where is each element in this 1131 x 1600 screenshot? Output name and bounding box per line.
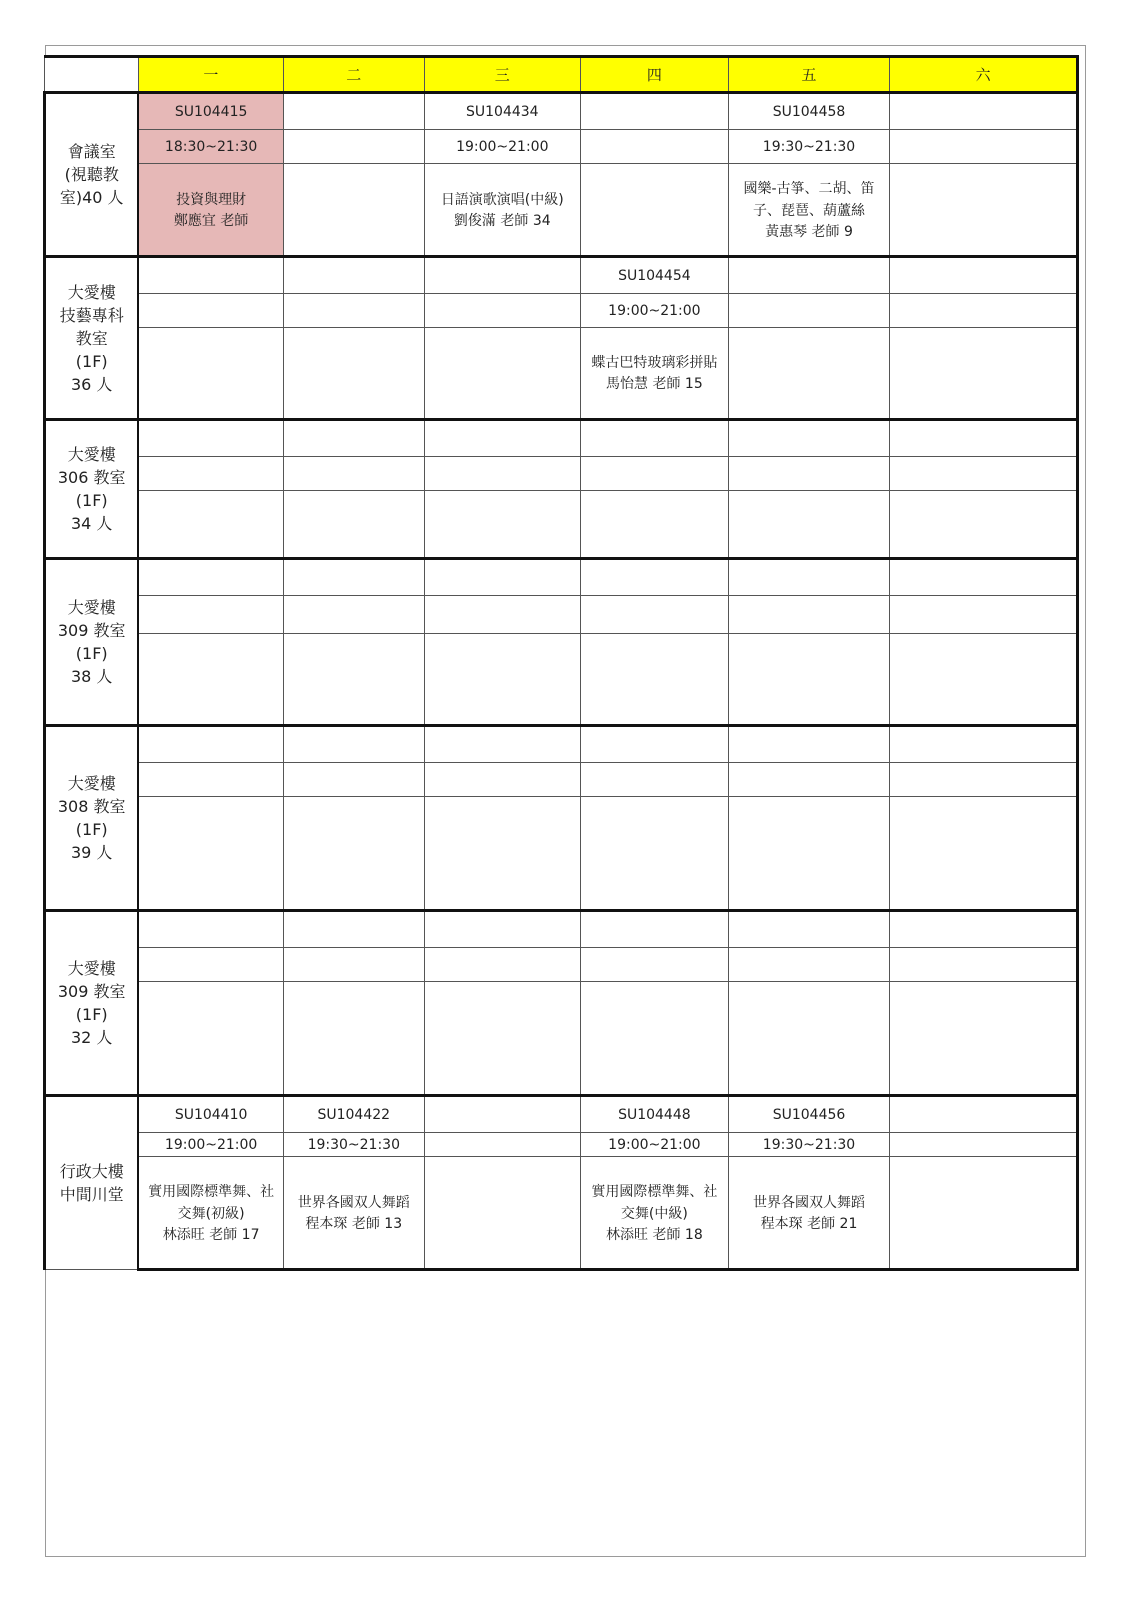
empty-cell	[424, 911, 580, 948]
day-header-row	[45, 57, 1078, 93]
room-label-line: 中間川堂	[59, 1185, 124, 1204]
empty-cell	[424, 948, 580, 982]
room-detail-row	[45, 982, 1078, 1096]
empty-cell	[580, 596, 728, 634]
room-time-row	[45, 763, 1078, 797]
empty-cell	[283, 491, 424, 559]
empty-cell	[283, 420, 424, 457]
room-time-row	[45, 948, 1078, 982]
empty-cell	[890, 130, 1078, 164]
course-time-cell: 19:00~21:00	[580, 1133, 728, 1157]
empty-cell	[728, 257, 889, 294]
empty-cell	[580, 982, 728, 1096]
empty-cell	[728, 457, 889, 491]
room-detail-row	[45, 634, 1078, 726]
room-detail-row	[45, 328, 1078, 420]
empty-cell	[890, 596, 1078, 634]
room-label-line: 39 人	[70, 843, 113, 862]
empty-cell	[138, 294, 283, 328]
room-label-cell	[45, 420, 139, 559]
course-name: 日語演歌演唱(中級)	[440, 191, 564, 208]
empty-cell	[890, 257, 1078, 294]
empty-cell	[138, 797, 283, 911]
empty-cell	[283, 982, 424, 1096]
room-label-cell	[45, 1096, 139, 1270]
course-teacher: 林添旺 老師 18	[606, 1226, 703, 1243]
empty-cell	[283, 596, 424, 634]
empty-cell	[424, 634, 580, 726]
empty-cell	[283, 93, 424, 130]
course-code-cell: SU104415	[138, 93, 283, 130]
course-teacher: 林添旺 老師 17	[162, 1226, 260, 1243]
empty-cell	[283, 559, 424, 596]
empty-cell	[138, 982, 283, 1096]
room-code-row	[45, 257, 1078, 294]
empty-cell	[424, 982, 580, 1096]
empty-cell	[138, 911, 283, 948]
room-label-line: 34 人	[70, 514, 113, 533]
empty-cell	[424, 1133, 580, 1157]
empty-cell	[138, 948, 283, 982]
course-teacher: 劉俊滿 老師 34	[453, 212, 551, 229]
room-label-line: (1F)	[75, 491, 108, 510]
room-code-row	[45, 726, 1078, 763]
room-detail-row	[45, 491, 1078, 559]
room-time-row	[45, 596, 1078, 634]
room-label-line: (1F)	[75, 1005, 108, 1024]
empty-cell	[890, 1133, 1078, 1157]
empty-cell	[580, 911, 728, 948]
empty-cell	[580, 491, 728, 559]
empty-cell	[283, 130, 424, 164]
course-name: 世界各國双人舞蹈	[753, 1194, 865, 1211]
empty-cell	[728, 634, 889, 726]
empty-cell	[424, 1157, 580, 1270]
course-detail-cell	[138, 164, 283, 257]
course-time-cell: 18:30~21:30	[138, 130, 283, 164]
room-label-line: 行政大樓	[59, 1162, 124, 1181]
empty-cell	[890, 559, 1078, 596]
empty-cell	[283, 948, 424, 982]
empty-cell	[580, 457, 728, 491]
empty-cell	[728, 726, 889, 763]
course-detail	[139, 185, 282, 235]
empty-cell	[890, 491, 1078, 559]
empty-cell	[890, 948, 1078, 982]
schedule-table	[43, 55, 1079, 1271]
course-code-cell: SU104454	[580, 257, 728, 294]
empty-cell	[580, 763, 728, 797]
course-code-cell: SU104410	[138, 1096, 283, 1133]
empty-cell	[138, 596, 283, 634]
empty-cell	[283, 294, 424, 328]
room-label-line: 大愛樓	[67, 445, 116, 464]
empty-cell	[580, 130, 728, 164]
course-code-cell: SU104434	[424, 93, 580, 130]
room-label-line: (視聽教	[64, 165, 119, 184]
room-label-cell	[45, 726, 139, 911]
course-detail-cell	[424, 164, 580, 257]
empty-cell	[728, 328, 889, 420]
empty-cell	[580, 93, 728, 130]
empty-cell	[138, 559, 283, 596]
course-detail-cell	[283, 1157, 424, 1270]
empty-cell	[890, 911, 1078, 948]
empty-cell	[890, 457, 1078, 491]
empty-cell	[580, 948, 728, 982]
empty-cell	[283, 911, 424, 948]
empty-cell	[580, 634, 728, 726]
room-label-line: (1F)	[75, 644, 108, 663]
empty-cell	[728, 294, 889, 328]
empty-cell	[424, 763, 580, 797]
room-label-line: 38 人	[70, 667, 113, 686]
course-detail	[729, 1188, 889, 1238]
course-code-cell: SU104456	[728, 1096, 889, 1133]
empty-cell	[283, 457, 424, 491]
room-code-row	[45, 559, 1078, 596]
empty-cell	[283, 257, 424, 294]
room-label-line: 308 教室	[57, 797, 126, 816]
room-label-line: 會議室	[67, 142, 116, 161]
empty-cell	[138, 457, 283, 491]
room-label-cell	[45, 257, 139, 420]
course-detail	[729, 174, 889, 246]
course-detail	[425, 185, 580, 235]
course-name: 世界各國双人舞蹈	[297, 1194, 410, 1211]
course-detail-cell	[580, 328, 728, 420]
empty-cell	[728, 491, 889, 559]
empty-cell	[138, 763, 283, 797]
empty-cell	[580, 164, 728, 257]
empty-cell	[890, 763, 1078, 797]
room-time-row	[45, 1133, 1078, 1157]
empty-cell	[424, 1096, 580, 1133]
course-time-cell: 19:00~21:00	[424, 130, 580, 164]
course-detail	[581, 348, 728, 398]
empty-cell	[424, 491, 580, 559]
course-name: 實用國際標準舞、社交舞(初級)	[148, 1183, 275, 1222]
room-label-line: 32 人	[70, 1028, 113, 1047]
course-code-cell: SU104458	[728, 93, 889, 130]
empty-cell	[728, 596, 889, 634]
room-label-cell	[45, 559, 139, 726]
empty-cell	[728, 948, 889, 982]
empty-cell	[728, 982, 889, 1096]
empty-cell	[580, 559, 728, 596]
course-teacher: 馬怡慧 老師 15	[606, 376, 703, 392]
course-teacher: 程本琛 老師 13	[305, 1215, 403, 1232]
room-label-line: 309 教室	[57, 621, 126, 640]
empty-cell	[890, 164, 1078, 257]
empty-cell	[890, 1157, 1078, 1270]
course-time-cell: 19:30~21:30	[283, 1133, 424, 1157]
day-header: 五	[728, 57, 889, 93]
course-time-cell: 19:00~21:00	[138, 1133, 283, 1157]
empty-cell	[283, 726, 424, 763]
empty-cell	[890, 1096, 1078, 1133]
room-label-line: 技藝專科	[59, 305, 124, 325]
day-header: 一	[138, 57, 283, 93]
day-header: 三	[424, 57, 580, 93]
course-detail-cell	[138, 1157, 283, 1270]
course-teacher: 黃惠琴 老師 9	[765, 223, 853, 240]
empty-cell	[283, 164, 424, 257]
empty-cell	[424, 559, 580, 596]
empty-cell	[138, 634, 283, 726]
room-time-row	[45, 294, 1078, 328]
room-label-cell	[45, 911, 139, 1096]
room-label-line: 大愛樓	[67, 598, 116, 617]
course-name: 蝶古巴特玻璃彩拼貼	[591, 355, 718, 371]
room-time-row	[45, 457, 1078, 491]
empty-cell	[890, 328, 1078, 420]
empty-cell	[138, 491, 283, 559]
empty-cell	[283, 763, 424, 797]
room-label-line: (1F)	[75, 351, 108, 371]
empty-cell	[890, 797, 1078, 911]
empty-cell	[424, 294, 580, 328]
empty-cell	[424, 596, 580, 634]
room-time-row	[45, 130, 1078, 164]
day-header: 六	[890, 57, 1078, 93]
room-code-row	[45, 1096, 1078, 1133]
room-label-line: 大愛樓	[67, 282, 116, 302]
course-teacher: 鄭應宜 老師	[173, 212, 249, 229]
empty-cell	[890, 634, 1078, 726]
empty-cell	[728, 420, 889, 457]
empty-cell	[890, 982, 1078, 1096]
course-time-cell: 19:00~21:00	[580, 294, 728, 328]
empty-cell	[728, 763, 889, 797]
room-label-line: 教室	[75, 328, 108, 348]
day-header: 二	[283, 57, 424, 93]
course-detail-cell	[728, 164, 889, 257]
room-code-row	[45, 93, 1078, 130]
empty-cell	[728, 559, 889, 596]
course-detail-cell	[580, 1157, 728, 1270]
empty-cell	[728, 797, 889, 911]
empty-cell	[424, 726, 580, 763]
course-name: 投資與理財	[176, 191, 247, 208]
room-label-line: 大愛樓	[67, 959, 116, 978]
room-label-cell	[45, 93, 139, 257]
empty-cell	[138, 257, 283, 294]
course-code-cell: SU104448	[580, 1096, 728, 1133]
course-name: 國樂-古箏、二胡、笛子、琵琶、葫蘆絲	[743, 180, 875, 219]
empty-cell	[424, 328, 580, 420]
room-code-row	[45, 420, 1078, 457]
room-detail-row	[45, 1157, 1078, 1270]
empty-cell	[138, 420, 283, 457]
empty-cell	[890, 93, 1078, 130]
empty-cell	[890, 420, 1078, 457]
room-label-line: 室)40 人	[59, 188, 124, 207]
empty-cell	[580, 420, 728, 457]
empty-cell	[890, 294, 1078, 328]
room-label-line: 306 教室	[57, 468, 126, 487]
empty-cell	[424, 420, 580, 457]
room-label-line: 大愛樓	[67, 774, 116, 793]
room-label-line: 36 人	[70, 374, 113, 394]
room-label-line: 309 教室	[57, 982, 126, 1001]
empty-cell	[424, 257, 580, 294]
course-detail	[581, 1177, 728, 1249]
course-detail	[139, 1177, 282, 1249]
empty-cell	[283, 797, 424, 911]
empty-cell	[728, 911, 889, 948]
room-label-line: (1F)	[75, 820, 108, 839]
empty-cell	[424, 457, 580, 491]
course-time-cell: 19:30~21:30	[728, 130, 889, 164]
empty-cell	[283, 328, 424, 420]
empty-cell	[580, 726, 728, 763]
empty-cell	[283, 634, 424, 726]
room-code-row	[45, 911, 1078, 948]
room-detail-row	[45, 164, 1078, 257]
course-time-cell: 19:30~21:30	[728, 1133, 889, 1157]
course-code-cell: SU104422	[283, 1096, 424, 1133]
course-detail-cell	[728, 1157, 889, 1270]
corner-cell	[45, 57, 139, 93]
empty-cell	[138, 726, 283, 763]
course-teacher: 程本琛 老師 21	[760, 1215, 858, 1232]
day-header: 四	[580, 57, 728, 93]
empty-cell	[890, 726, 1078, 763]
empty-cell	[580, 797, 728, 911]
course-detail	[284, 1188, 424, 1238]
empty-cell	[138, 328, 283, 420]
empty-cell	[424, 797, 580, 911]
room-detail-row	[45, 797, 1078, 911]
course-name: 實用國際標準舞、社交舞(中級)	[591, 1183, 718, 1222]
